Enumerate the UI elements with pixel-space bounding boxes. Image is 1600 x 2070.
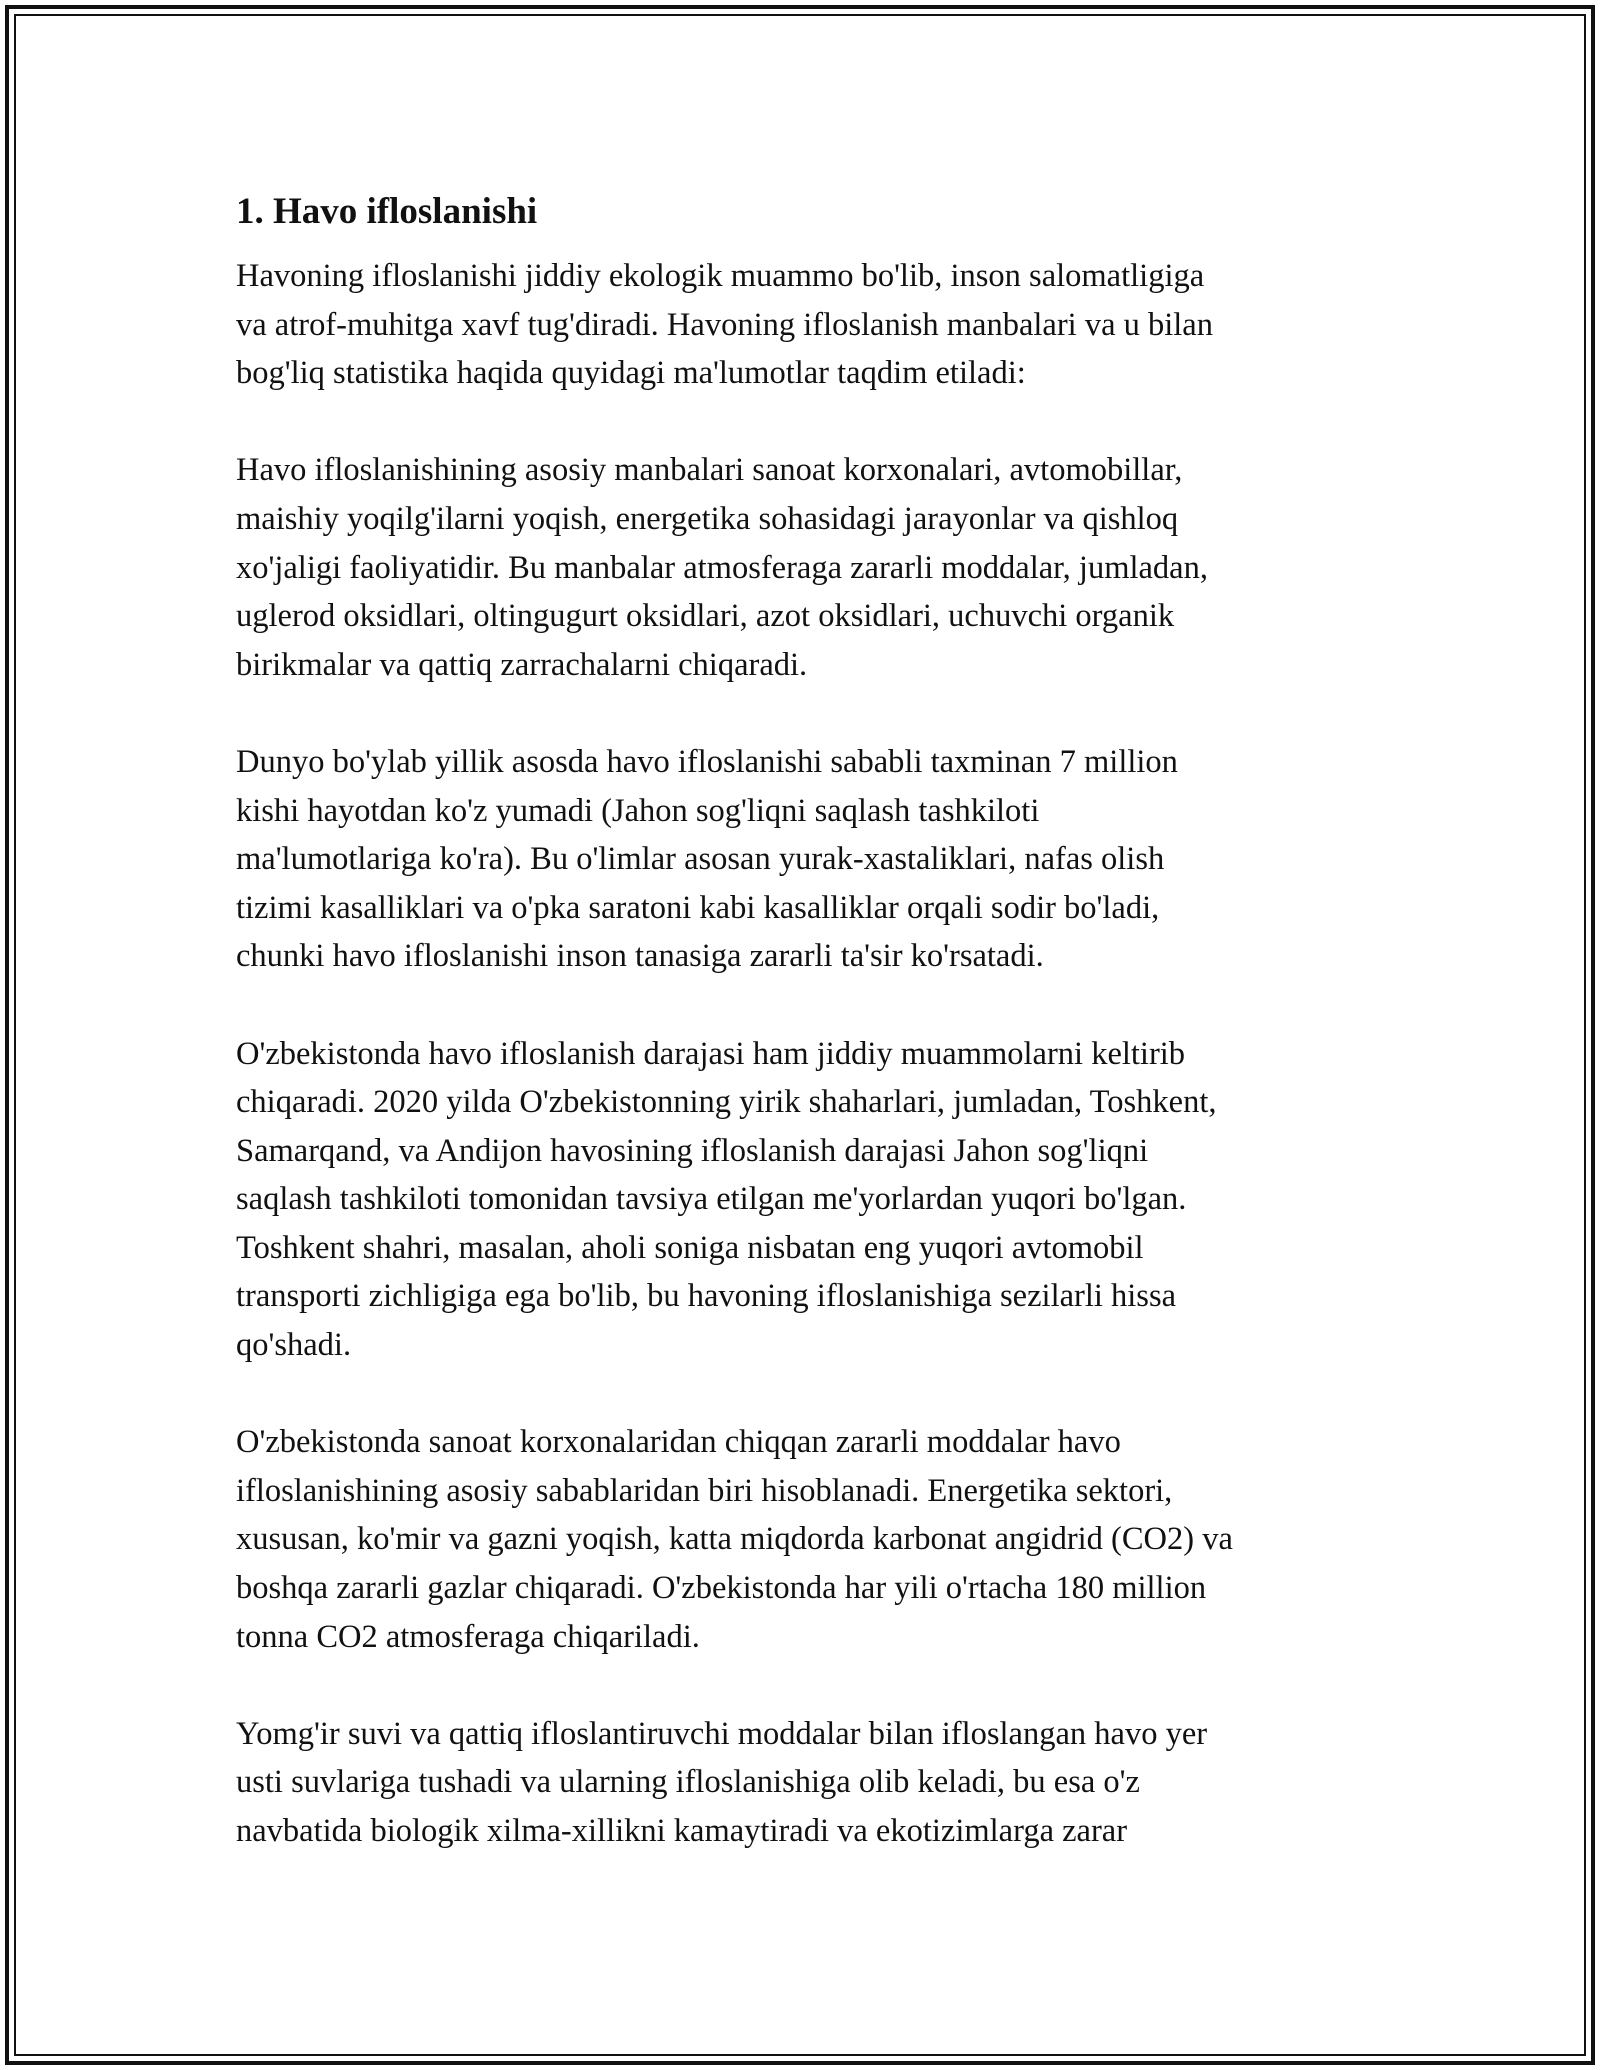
paragraph-line: tonna CO2 atmosferaga chiqariladi. <box>236 1618 700 1655</box>
paragraph-line: xo'jaligi faoliyatidir. Bu manbalar atmosferaga zararli moddalar, jumladan, <box>236 549 1208 586</box>
paragraph-line: saqlash tashkiloti tomonidan tavsiya etilgan me'yorlardan yuqori bo'lgan. <box>236 1181 1187 1218</box>
paragraph-line: qo'shadi. <box>236 1327 352 1364</box>
paragraph-line: transporti zichligiga ega bo'lib, bu havoning ifloslanishiga sezilarli hissa <box>236 1278 1177 1315</box>
paragraph-line: chiqaradi. 2020 yilda O'zbekistonning yirik shaharlari, jumladan, Toshkent, <box>236 1084 1217 1121</box>
paragraph-line: bog'liq statistika haqida quyidagi ma'lumotlar taqdim etiladi: <box>236 355 1026 392</box>
paragraph-line: Yomg'ir suvi va qattiq ifloslantiruvchi moddalar bilan ifloslangan havo yer <box>236 1715 1208 1752</box>
paragraph-line: tizimi kasalliklari va o'pka saratoni kabi kasalliklar orqali sodir bo'ladi, <box>236 889 1160 926</box>
paragraph-line: birikmalar va qattiq zarrachalarni chiqaradi. <box>236 646 808 683</box>
paragraph <box>236 1418 1376 1661</box>
paragraph-line: Toshkent shahri, masalan, aholi soniga nisbatan eng yuqori avtomobil <box>236 1229 1144 1266</box>
paragraph-line: boshqa zararli gazlar chiqaradi. O'zbekistonda har yili o'rtacha 180 million <box>236 1570 1207 1607</box>
paragraph-line: Havoning ifloslanishi jiddiy ekologik muammo bo'lib, inson salomatligiga <box>236 258 1205 294</box>
paragraph <box>236 1710 1376 1856</box>
section-heading: 1. Havo ifloslanishi <box>236 191 538 232</box>
paragraph <box>236 446 1376 689</box>
paragraph-line: ma'lumotlariga ko'ra). Bu o'limlar asosan yurak-xastaliklari, nafas olish <box>236 841 1165 878</box>
paragraph-line: chunki havo ifloslanishi inson tanasiga zararli ta'sir ko'rsatadi. <box>236 938 1044 975</box>
paragraph-list <box>236 252 1376 1856</box>
document-body <box>236 186 1376 1904</box>
paragraph-line: O'zbekistonda sanoat korxonalaridan chiqqan zararli moddalar havo <box>236 1424 1121 1461</box>
paragraph <box>236 252 1376 398</box>
paragraph-line: navbatida biologik xilma-xillikni kamaytiradi va ekotizimlarga zarar <box>236 1813 1128 1849</box>
paragraph <box>236 1030 1376 1370</box>
paragraph-line: xususan, ko'mir va gazni yoqish, katta miqdorda karbonat angidrid (CO2) va <box>236 1521 1233 1558</box>
paragraph-line: Samarqand, va Andijon havosining ifloslanish darajasi Jahon sog'liqni <box>236 1132 1149 1169</box>
paragraph-line: kishi hayotdan ko'z yumadi (Jahon sog'liqni saqlash tashkiloti <box>236 792 1040 829</box>
paragraph-line: ifloslanishining asosiy sabablaridan biri hisoblanadi. Energetika sektori, <box>236 1472 1173 1509</box>
paragraph-line: uglerod oksidlari, oltingugurt oksidlari, azot oksidlari, uchuvchi organik <box>236 598 1175 635</box>
paragraph-line: Dunyo bo'ylab yillik asosda havo ifloslanishi sababli taxminan 7 million <box>236 743 1178 780</box>
paragraph-line: usti suvlariga tushadi va ularning ifloslanishiga olib keladi, bu esa o'z <box>236 1764 1140 1801</box>
paragraph-line: va atrof-muhitga xavf tug'diradi. Havoning ifloslanish manbalari va u bilan <box>236 306 1213 343</box>
paragraph-line: maishiy yoqilg'ilarni yoqish, energetika sohasidagi jarayonlar va qishloq <box>236 500 1179 537</box>
paragraph-line: Havo ifloslanishining asosiy manbalari sanoat korxonalari, avtomobillar, <box>236 452 1183 489</box>
paragraph-line: O'zbekistonda havo ifloslanish darajasi ham jiddiy muammolarni keltirib <box>236 1035 1186 1072</box>
paragraph <box>236 738 1376 981</box>
